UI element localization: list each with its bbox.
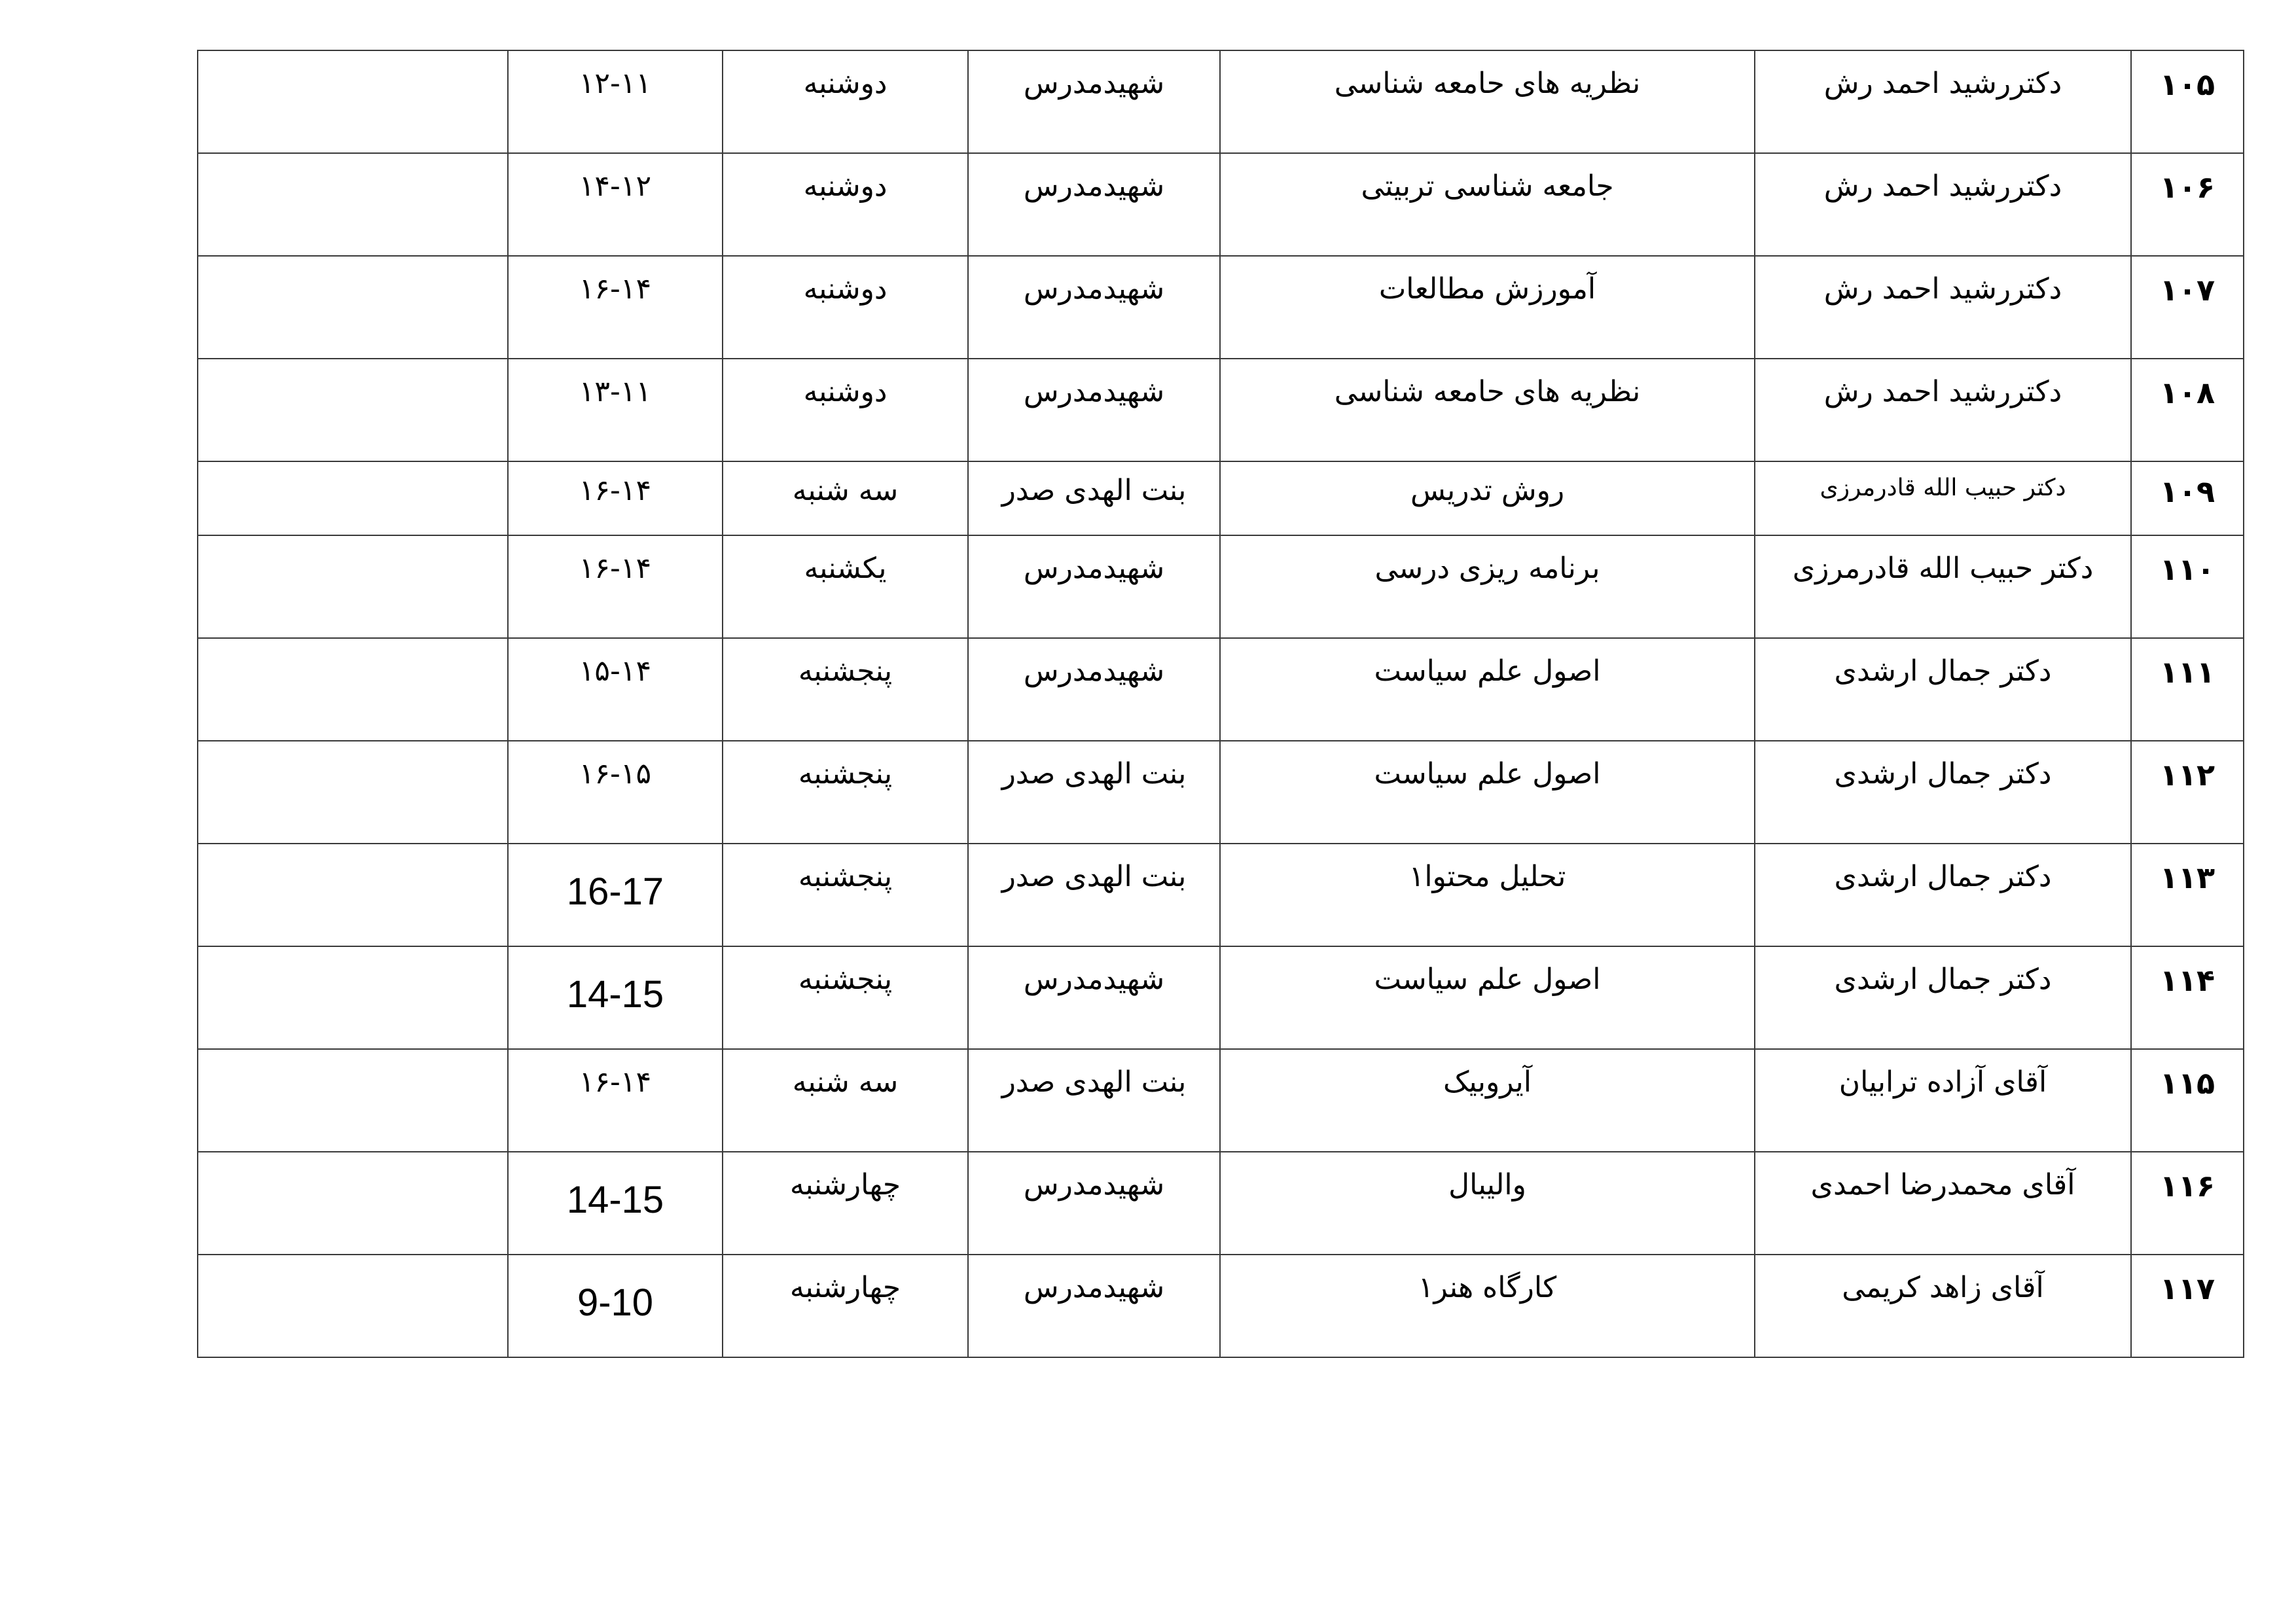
day-text: سه شنبه <box>792 1065 899 1099</box>
time-text: ۱۶-۱۴ <box>579 474 652 507</box>
time-cell <box>508 256 723 359</box>
teacher-cell <box>1755 844 2131 946</box>
day-cell <box>723 256 968 359</box>
teacher-text: آقای زاهد کریمی <box>1842 1271 2044 1304</box>
day-text: پنجشنبه <box>798 963 893 996</box>
course-text: اصول علم سیاست <box>1374 963 1601 996</box>
note-text <box>198 947 507 965</box>
teacher-cell <box>1755 256 2131 359</box>
time-cell <box>508 1255 723 1357</box>
time-cell <box>508 741 723 844</box>
course-text: نظریه های حامعه شناسی <box>1334 375 1641 408</box>
note-cell <box>198 50 508 153</box>
note-cell <box>198 844 508 946</box>
day-cell <box>723 1152 968 1255</box>
place-cell <box>968 535 1220 638</box>
course-text: اصول علم سیاست <box>1374 757 1601 791</box>
table-row <box>198 1152 2244 1255</box>
course-text: روش تدریس <box>1410 474 1565 507</box>
row-number-text: ۱۰۷ <box>2159 272 2215 308</box>
day-cell <box>723 844 968 946</box>
day-cell <box>723 50 968 153</box>
time-cell <box>508 946 723 1049</box>
place-text: بنت الهدی صدر <box>1001 757 1187 791</box>
time-text: 14-15 <box>566 973 664 1016</box>
teacher-cell <box>1755 461 2131 535</box>
time-cell <box>508 1152 723 1255</box>
place-cell <box>968 256 1220 359</box>
time-text: 9-10 <box>577 1281 654 1324</box>
note-cell <box>198 256 508 359</box>
teacher-text: دکتررشید احمد رش <box>1823 272 2062 306</box>
note-cell <box>198 638 508 741</box>
place-text: بنت الهدی صدر <box>1001 860 1187 893</box>
note-text <box>198 536 507 554</box>
course-cell <box>1220 461 1755 535</box>
day-cell <box>723 946 968 1049</box>
course-cell <box>1220 1255 1755 1357</box>
note-cell <box>198 535 508 638</box>
day-text: دوشنبه <box>803 375 888 408</box>
note-text <box>198 359 507 378</box>
course-text: اصول علم سیاست <box>1374 654 1601 688</box>
day-text: چهارشنبه <box>789 1271 901 1304</box>
time-cell <box>508 1049 723 1152</box>
row-number-text: ۱۱۷ <box>2159 1271 2215 1306</box>
day-text: دوشنبه <box>803 272 888 306</box>
time-text: ۱۲-۱۱ <box>579 67 652 100</box>
teacher-cell <box>1755 1049 2131 1152</box>
teacher-cell <box>1755 50 2131 153</box>
row-number-cell <box>2131 50 2244 153</box>
time-cell <box>508 844 723 946</box>
table-row <box>198 359 2244 461</box>
day-text: پنجشنبه <box>798 860 893 893</box>
place-cell <box>968 153 1220 256</box>
course-text: برنامه ریزی درسی <box>1374 552 1600 585</box>
place-cell <box>968 50 1220 153</box>
time-cell <box>508 359 723 461</box>
teacher-cell <box>1755 535 2131 638</box>
row-number-text: ۱۱۶ <box>2159 1168 2215 1204</box>
row-number-cell <box>2131 1255 2244 1357</box>
place-text: شهیدمدرس <box>1023 552 1165 585</box>
row-number-text: ۱۱۵ <box>2159 1065 2215 1101</box>
teacher-text: دکتررشید احمد رش <box>1823 169 2062 203</box>
place-text: شهیدمدرس <box>1023 272 1165 306</box>
place-text: شهیدمدرس <box>1023 654 1165 688</box>
course-cell <box>1220 844 1755 946</box>
row-number-cell <box>2131 638 2244 741</box>
row-number-cell <box>2131 741 2244 844</box>
place-cell <box>968 741 1220 844</box>
course-text: آمورزش مطالعات <box>1378 272 1596 306</box>
row-number-cell <box>2131 844 2244 946</box>
time-text: ۱۳-۱۱ <box>579 375 652 408</box>
teacher-text: دکتررشید احمد رش <box>1823 375 2062 408</box>
note-cell <box>198 1152 508 1255</box>
course-text: تحلیل محتوا۱ <box>1408 860 1566 893</box>
row-number-cell <box>2131 1049 2244 1152</box>
place-text: شهیدمدرس <box>1023 963 1165 996</box>
row-number-cell <box>2131 256 2244 359</box>
day-cell <box>723 1255 968 1357</box>
place-text: شهیدمدرس <box>1023 375 1165 408</box>
place-cell <box>968 638 1220 741</box>
day-cell <box>723 153 968 256</box>
note-text <box>198 1152 507 1171</box>
table-row <box>198 844 2244 946</box>
time-text: ۱۶-۱۵ <box>579 757 652 791</box>
day-cell <box>723 638 968 741</box>
row-number-text: ۱۱۳ <box>2159 860 2215 895</box>
course-cell <box>1220 535 1755 638</box>
note-cell <box>198 1049 508 1152</box>
schedule-table-body <box>198 50 2244 1357</box>
place-text: شهیدمدرس <box>1023 1271 1165 1304</box>
note-cell <box>198 153 508 256</box>
place-text: شهیدمدرس <box>1023 169 1165 203</box>
row-number-text: ۱۰۵ <box>2159 67 2215 102</box>
day-cell <box>723 535 968 638</box>
table-row <box>198 153 2244 256</box>
table-row <box>198 638 2244 741</box>
teacher-text: دکتر جمال ارشدی <box>1834 860 2052 893</box>
table-row <box>198 1255 2244 1357</box>
row-number-text: ۱۱۴ <box>2159 963 2215 998</box>
teacher-text: دکتر حبیب الله قادرمرزی <box>1792 552 2094 585</box>
teacher-text: آقای محمدرضا احمدی <box>1810 1168 2075 1202</box>
place-text: شهیدمدرس <box>1023 67 1165 100</box>
day-text: پنجشنبه <box>798 757 893 791</box>
row-number-text: ۱۰۶ <box>2159 169 2215 205</box>
note-text <box>198 844 507 863</box>
course-cell <box>1220 50 1755 153</box>
day-cell <box>723 1049 968 1152</box>
place-text: بنت الهدی صدر <box>1001 1065 1187 1099</box>
note-text <box>198 154 507 172</box>
course-cell <box>1220 153 1755 256</box>
note-text <box>198 51 507 69</box>
time-text: ۱۵-۱۴ <box>579 654 652 688</box>
place-cell <box>968 1049 1220 1152</box>
row-number-text: ۱۰۸ <box>2159 375 2215 410</box>
table-row <box>198 461 2244 535</box>
row-number-text: ۱۰۹ <box>2159 474 2215 509</box>
teacher-cell <box>1755 638 2131 741</box>
place-cell <box>968 946 1220 1049</box>
row-number-text: ۱۱۰ <box>2159 552 2215 587</box>
table-row <box>198 50 2244 153</box>
table-row <box>198 256 2244 359</box>
course-cell <box>1220 1049 1755 1152</box>
time-cell <box>508 153 723 256</box>
place-cell <box>968 359 1220 461</box>
place-cell <box>968 1152 1220 1255</box>
day-text: دوشنبه <box>803 169 888 203</box>
note-cell <box>198 1255 508 1357</box>
course-cell <box>1220 741 1755 844</box>
note-text <box>198 639 507 657</box>
teacher-cell <box>1755 359 2131 461</box>
day-text: یکشنبه <box>804 552 887 585</box>
day-text: چهارشنبه <box>789 1168 901 1202</box>
course-text: نظریه های حامعه شناسی <box>1334 67 1641 100</box>
teacher-cell <box>1755 741 2131 844</box>
row-number-cell <box>2131 461 2244 535</box>
course-cell <box>1220 638 1755 741</box>
teacher-cell <box>1755 1255 2131 1357</box>
teacher-text: دکتر جمال ارشدی <box>1834 963 2052 996</box>
day-text: پنجشنبه <box>798 654 893 688</box>
row-number-cell <box>2131 153 2244 256</box>
teacher-text: دکتر حبیب الله قادرمرزی <box>1820 474 2066 501</box>
course-text: جامعه شناسی تربیتی <box>1361 169 1614 203</box>
day-text: دوشنبه <box>803 67 888 100</box>
note-text <box>198 257 507 275</box>
teacher-text: دکتررشید احمد رش <box>1823 67 2062 100</box>
note-text <box>198 1255 507 1274</box>
place-text: شهیدمدرس <box>1023 1168 1165 1202</box>
row-number-cell <box>2131 359 2244 461</box>
course-cell <box>1220 256 1755 359</box>
row-number-cell <box>2131 1152 2244 1255</box>
day-cell <box>723 461 968 535</box>
note-text <box>198 1050 507 1068</box>
time-cell <box>508 535 723 638</box>
row-number-cell <box>2131 535 2244 638</box>
time-cell <box>508 50 723 153</box>
teacher-cell <box>1755 946 2131 1049</box>
day-cell <box>723 359 968 461</box>
time-text: ۱۶-۱۴ <box>579 272 652 306</box>
time-text: 16-17 <box>566 870 664 913</box>
time-cell <box>508 461 723 535</box>
teacher-text: دکتر جمال ارشدی <box>1834 757 2052 791</box>
course-text: آیروبیک <box>1443 1065 1532 1099</box>
table-row <box>198 946 2244 1049</box>
course-text: کارگاه هنر۱ <box>1418 1271 1557 1304</box>
time-text: ۱۶-۱۴ <box>579 552 652 585</box>
row-number-text: ۱۱۱ <box>2159 654 2215 690</box>
table-row <box>198 1049 2244 1152</box>
teacher-text: دکتر جمال ارشدی <box>1834 654 2052 688</box>
course-text: والیبال <box>1448 1168 1526 1202</box>
note-cell <box>198 946 508 1049</box>
day-text: سه شنبه <box>792 474 899 507</box>
note-text <box>198 741 507 760</box>
place-cell <box>968 844 1220 946</box>
course-cell <box>1220 946 1755 1049</box>
course-cell <box>1220 1152 1755 1255</box>
note-text <box>198 462 507 476</box>
place-text: بنت الهدی صدر <box>1001 474 1187 507</box>
row-number-cell <box>2131 946 2244 1049</box>
course-cell <box>1220 359 1755 461</box>
note-cell <box>198 461 508 535</box>
teacher-text: آقای آزاده ترابیان <box>1839 1065 2047 1099</box>
table-row <box>198 741 2244 844</box>
teacher-cell <box>1755 1152 2131 1255</box>
time-text: ۱۴-۱۲ <box>579 169 652 203</box>
place-cell <box>968 461 1220 535</box>
day-cell <box>723 741 968 844</box>
time-cell <box>508 638 723 741</box>
table-row <box>198 535 2244 638</box>
teacher-cell <box>1755 153 2131 256</box>
note-cell <box>198 741 508 844</box>
course-schedule-table <box>197 50 2244 1358</box>
time-text: ۱۶-۱۴ <box>579 1065 652 1099</box>
time-text: 14-15 <box>566 1179 664 1221</box>
place-cell <box>968 1255 1220 1357</box>
note-cell <box>198 359 508 461</box>
row-number-text: ۱۱۲ <box>2159 757 2215 793</box>
